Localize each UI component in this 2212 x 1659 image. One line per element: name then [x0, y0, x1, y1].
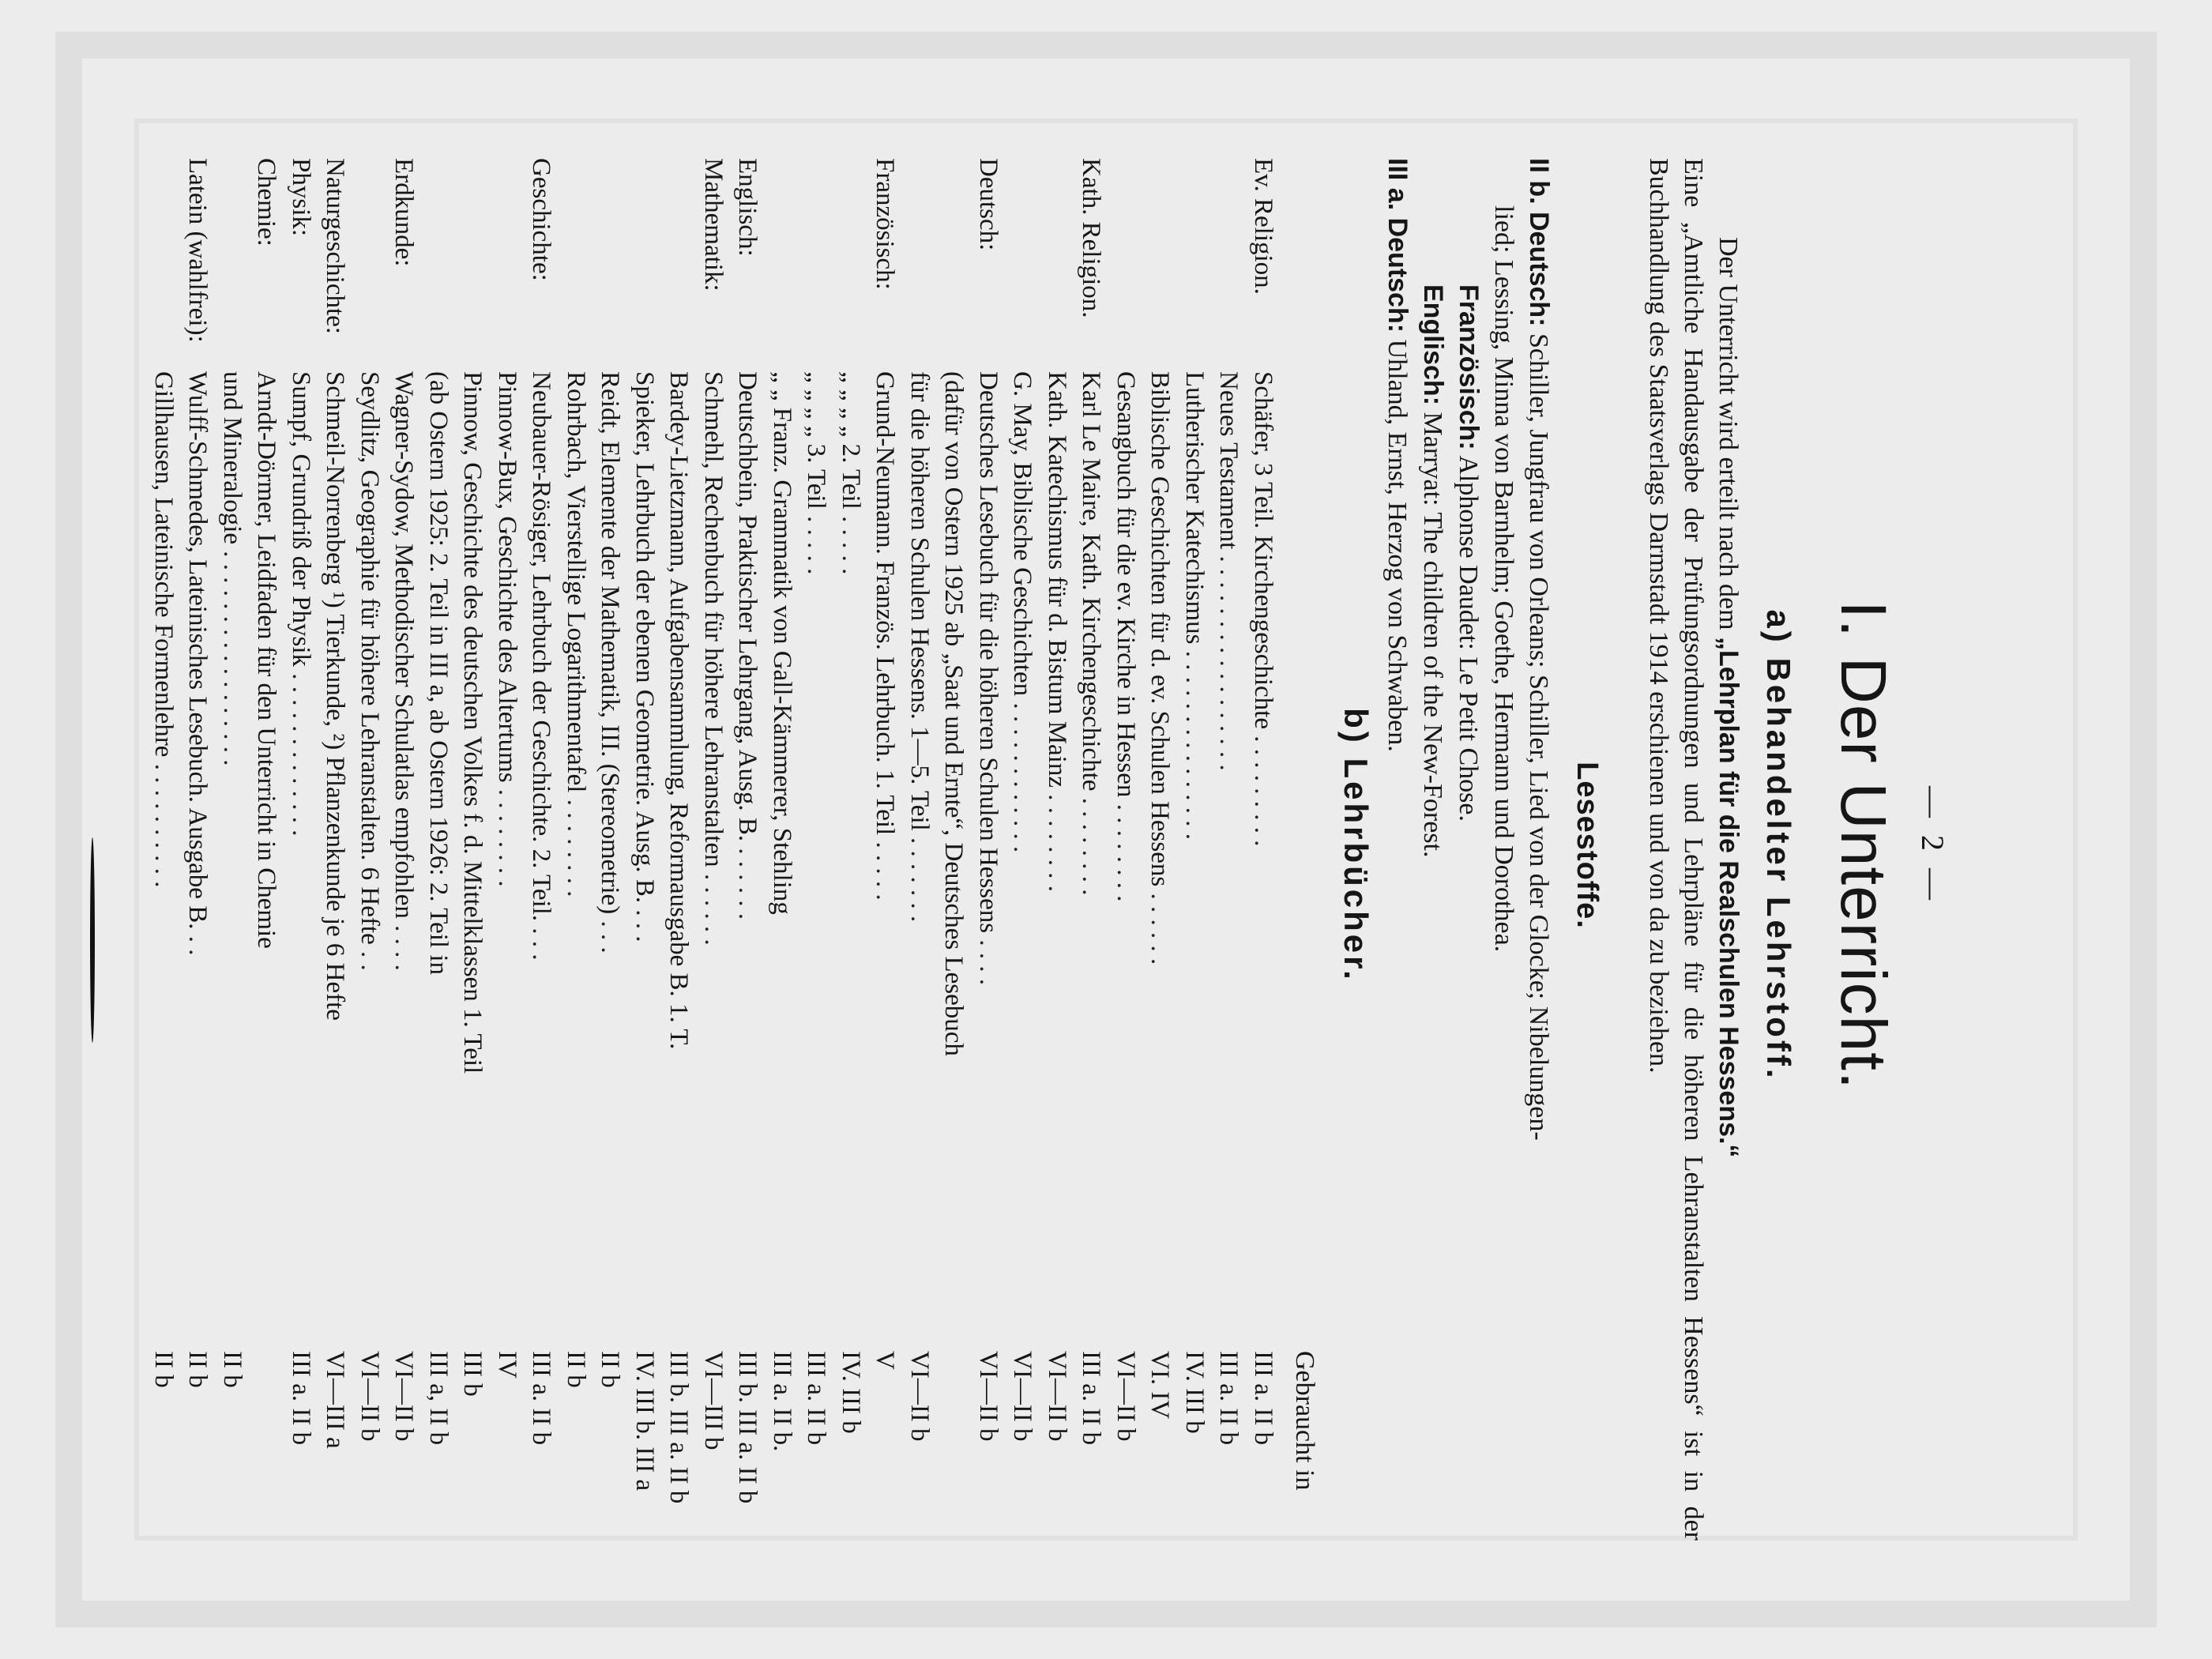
textbook-title: G. May, Biblische Geschichten: [1008, 371, 1037, 697]
textbook-row: [421, 158, 456, 1548]
textbook-row: [180, 158, 215, 1548]
leader-dots: . . . . . . . . . . . . . . .: [1180, 644, 1209, 840]
intro-rest: Eine „Amtliche Handausgabe der Prüfungsordnungen und Lehrpläne für die höheren Lehranstalten Hessens“ ist in der Buchhandlung des Staatsverlags Darmstadt 1914 erschienen und von da zu beziehen.: [1644, 158, 1708, 1540]
textbook-title: Wulff-Schmedes, Lateinisches Lesebuch. Ausgabe B.: [183, 371, 213, 930]
textbook-classes: III b. III a. II b: [664, 1351, 694, 1504]
textbook-row: [592, 158, 627, 1548]
decorative-rule: [90, 837, 95, 1043]
textbook-title: Spieker, Lehrbuch der ebenen Geometrie. Ausg. B.: [630, 371, 659, 904]
textbook-title: Schmeil-Norrenberg ¹) Tierkunde, ²) Pflanzenkunde je 6 Hefte: [321, 371, 350, 1021]
leader-dots: . . . . . . . . . . . . .: [287, 667, 315, 837]
textbook-row: [1040, 158, 1074, 1548]
leader-dots: . . . . . . . .: [493, 782, 521, 887]
textbook-title: Rohrbach, Vierstellige Logarithmentafel: [562, 371, 590, 793]
lesestoffe-text: lied; Lessing, Minna von Barnhelm; Goethe, Hermann und Dorothea.: [1489, 205, 1518, 953]
leader-dots: . . . . . . . .: [1077, 791, 1106, 896]
textbook-classes: VI—II b: [389, 1351, 419, 1442]
textbook-classes: III b: [458, 1351, 487, 1397]
textbook-title: Reidt, Elemente der Mathematik, III. (Stereometrie): [596, 371, 625, 915]
textbook-subject: [352, 158, 387, 371]
lesestoffe-row: [1379, 158, 1415, 1540]
leader-dots: . . .: [527, 921, 556, 961]
textbook-subject: Deutsch:: [974, 158, 1003, 251]
textbook-row: [559, 158, 593, 1548]
textbook-title: Deutsches Lesebuch für die höheren Schulen Hessens: [974, 371, 1003, 934]
textbook-row: [833, 158, 868, 1548]
page-title: I. Der Unterricht.: [1827, 600, 1899, 1090]
textbook-title-cell: [386, 371, 421, 1351]
lesestoffe-prefix: Französisch:: [1454, 284, 1484, 450]
textbook-subject: [661, 158, 696, 371]
lesestoffe-list: [1379, 158, 1556, 1540]
textbook-title: Gesangbuch für die ev. Kirche in Hessen: [1112, 371, 1140, 798]
leader-dots: . . . .: [974, 933, 1003, 986]
textbook-subject: [1108, 158, 1143, 371]
textbook-title-cell: [730, 371, 765, 1351]
textbook-classes: [249, 1351, 284, 1548]
textbook-title: Lutherischer Katechismus: [1180, 371, 1209, 645]
lesestoffe-heading: Lesestoffe.: [1571, 762, 1604, 929]
textbook-subject: [490, 158, 525, 371]
textbook-title-cell: [180, 371, 215, 1351]
textbook-subject: Mathematik:: [699, 158, 728, 292]
textbook-subject: Englisch:: [733, 158, 762, 257]
intro-paragraph: [1641, 158, 1746, 1540]
textbook-row: [352, 158, 387, 1548]
used-in-column-header: Gebraucht in: [1290, 1351, 1319, 1491]
intro-lead: [1710, 158, 1746, 1540]
section-a-heading: a) Behandelter Lehrstoff.: [1760, 609, 1797, 1082]
lesestoffe-prefix: Englisch:: [1418, 284, 1448, 406]
textbook-classes: III a. II b: [1214, 1351, 1243, 1446]
lesestoffe-text: Marryat: The children of the New-Forest.: [1418, 412, 1447, 858]
textbook-title: Neubauer-Rösiger, Lehrbuch der Geschichte. 2. Teil.: [527, 371, 556, 922]
textbook-subject: Erdkunde:: [389, 158, 419, 267]
textbook-title-cell: [1040, 371, 1074, 1351]
textbook-subject: [559, 158, 593, 371]
textbook-row: [1005, 158, 1040, 1548]
textbook-classes: VI—II b: [905, 1351, 934, 1442]
textbook-title-cell: [1211, 371, 1246, 1351]
textbook-title-cell: [421, 371, 456, 1351]
textbook-title-cell: [1108, 371, 1143, 1351]
textbook-row: [490, 158, 525, 1548]
lesestoffe-prefix: II b. Deutsch:: [1524, 158, 1554, 327]
lesestoffe-prefix: III a. Deutsch:: [1382, 158, 1413, 333]
textbook-subject: [902, 158, 937, 371]
textbook-title: Neues Testament: [1214, 371, 1243, 550]
textbook-title: „ „ „ „ 2. Teil: [837, 371, 865, 510]
textbook-title-cell: [215, 371, 250, 1351]
textbook-subject: [833, 158, 868, 371]
textbook-row: [249, 158, 284, 1548]
textbook-title: (dafür von Ostern 1925 ab „Saat und Ernte“, Deutsches Lesebuch: [939, 371, 969, 1056]
textbook-classes: III a. II b.: [768, 1351, 796, 1452]
leader-dots: . . . . .: [871, 835, 900, 901]
textbook-classes: III a. II b: [287, 1351, 315, 1446]
textbook-subject: Naturgeschichte:: [321, 158, 350, 334]
textbook-classes: IV. III b: [1180, 1351, 1209, 1434]
textbook-subject: [936, 158, 971, 371]
textbook-subject: Geschichte:: [527, 158, 556, 281]
textbook-title-cell: [592, 371, 627, 1351]
textbook-classes: II b: [149, 1351, 178, 1388]
textbook-title-cell: [284, 371, 318, 1351]
textbook-subject: Physik:: [287, 158, 315, 237]
textbook-title-cell: [318, 371, 352, 1351]
textbook-title: Schäfer, 3 Teil. Kirchengeschichte: [1249, 371, 1277, 729]
textbook-subject: Französisch:: [871, 158, 900, 290]
leader-dots: . .: [183, 929, 213, 956]
intro-lead-text: Der Unterricht wird erteilt nach dem: [1714, 237, 1743, 638]
textbook-row: [971, 158, 1006, 1548]
leader-dots: . . . . . . . .: [1043, 788, 1071, 893]
textbook-row: [1142, 158, 1177, 1548]
textbook-classes: VI—II b: [1043, 1351, 1071, 1442]
textbook-title: Seydlitz, Geographie für höhere Lehranstalten. 6 Hefte: [356, 371, 384, 945]
textbook-title-cell: [765, 371, 799, 1351]
textbook-row: [1074, 158, 1108, 1548]
lesestoffe-text: Uhland, Ernst, Herzog von Schwaben.: [1382, 339, 1412, 752]
textbook-title-cell: [971, 371, 1006, 1351]
leader-dots: . . . . .: [802, 509, 831, 575]
textbook-row: [284, 158, 318, 1548]
textbook-subject: Kath. Religion.: [1077, 158, 1106, 318]
textbook-classes: VI—II b: [356, 1351, 384, 1442]
textbook-title: Bardey-Lietzmann, Aufgabensammlung, Reformausgabe B. 1. T.: [664, 371, 694, 1050]
textbook-classes: VI—III a: [321, 1351, 350, 1449]
textbook-title: Grund-Neumann. Französ. Lehrbuch. 1. Teil: [871, 371, 900, 836]
textbook-title: Karl Le Maire, Kath. Kirchengeschichte: [1077, 371, 1106, 792]
textbook-title-cell: [524, 371, 559, 1351]
textbook-title: Pinnow, Geschichte des deutschen Volkes f. d. Mittelklassen 1. Teil: [458, 371, 487, 1074]
textbook-title: Deutschbein, Praktischer Lehrgang, Ausg. B.: [733, 371, 762, 842]
textbook-subject: [215, 158, 250, 371]
textbook-title: Kath. Katechismus für d. Bistum Mainz: [1043, 371, 1071, 788]
textbook-title-cell: [490, 371, 525, 1351]
textbook-row: [799, 158, 833, 1548]
textbook-row: [661, 158, 696, 1548]
textbook-title-cell: [833, 371, 868, 1351]
textbook-classes: IV: [493, 1351, 521, 1379]
textbook-classes: VI—II b: [1112, 1351, 1140, 1442]
leader-dots: . .: [356, 944, 384, 971]
textbook-title-cell: [352, 371, 387, 1351]
textbook-classes: IV. III b. III a: [630, 1351, 659, 1492]
lesestoffe-row: [1450, 158, 1486, 1540]
textbook-classes: II b: [562, 1351, 590, 1388]
textbook-row: [936, 158, 971, 1548]
textbook-subject: [1177, 158, 1212, 371]
page-content: [40, 142, 1975, 1548]
textbook-classes: III a. II b: [1077, 1351, 1106, 1446]
textbook-title: Pinnow-Bux, Geschichte des Altertums: [493, 371, 521, 783]
textbook-title-cell: [696, 371, 731, 1351]
textbook-title: Arndt-Dörmer, Leidfaden für den Unterricht in Chemie: [252, 371, 281, 949]
textbook-title-cell: [455, 371, 490, 1351]
textbook-subject: [146, 158, 181, 371]
textbook-title-cell: [936, 371, 971, 1351]
textbook-title-cell: [1246, 371, 1281, 1351]
textbook-list: [146, 158, 1281, 1548]
textbook-title: Biblische Geschichten für d. ev. Schulen Hessens: [1146, 371, 1175, 887]
leader-dots: . . . . . .: [699, 867, 728, 946]
textbook-classes: VI—II b: [1008, 1351, 1037, 1442]
section-b-heading: b) Lehrbücher.: [1337, 708, 1375, 983]
textbook-classes: VI. IV: [1146, 1351, 1175, 1420]
textbook-classes: III b. III a. II b: [733, 1351, 762, 1504]
textbook-subject: [799, 158, 833, 371]
textbook-subject: Latein (wahlfrei):: [183, 158, 213, 343]
leader-dots: . . . . . . . .: [1112, 797, 1140, 902]
textbook-subject: Ev. Religion.: [1249, 158, 1277, 295]
leader-dots: . . . . . . . . . . . .: [1008, 696, 1037, 853]
textbook-title-cell: [661, 371, 696, 1351]
textbook-title: Sumpf, Grundriß der Physik: [287, 371, 315, 667]
textbook-title-cell: [799, 371, 833, 1351]
textbook-row: [1177, 158, 1212, 1548]
leader-dots: . . . . . .: [1146, 886, 1175, 965]
textbook-row: [455, 158, 490, 1548]
textbook-title: Schmehl, Rechenbuch für höhere Lehranstalten: [699, 371, 728, 867]
textbook-title-cell: [1142, 371, 1177, 1351]
textbook-subject: [1211, 158, 1246, 371]
textbook-classes: II b: [218, 1351, 246, 1388]
textbook-subject: [455, 158, 490, 371]
leader-dots: . . . . . . . .: [562, 792, 590, 897]
textbook-subject: Chemie:: [252, 158, 281, 246]
textbook-row: [902, 158, 937, 1548]
textbook-title-cell: [627, 371, 662, 1351]
textbook-title-cell: [249, 371, 284, 1351]
leader-dots: . . . . .: [837, 509, 865, 575]
textbook-classes: V: [871, 1351, 900, 1370]
textbook-subject: [1040, 158, 1074, 371]
textbook-row: [696, 158, 731, 1548]
textbook-title-cell: [1074, 371, 1108, 1351]
textbook-row: [1246, 158, 1281, 1548]
textbook-classes: VI—II b: [974, 1351, 1003, 1442]
textbook-title-cell: [559, 371, 593, 1351]
textbook-classes: VI—III b: [699, 1351, 728, 1450]
lesestoffe-row: [1415, 158, 1450, 1540]
leader-dots: . . . . . . .: [905, 830, 934, 923]
leader-dots: . . . . . . . . . . . . . . . . .: [218, 544, 246, 766]
leader-dots: . . . . . . . . . .: [149, 757, 178, 888]
lesestoffe-text: Alphonse Daudet: Le Petit Chose.: [1454, 455, 1483, 822]
textbook-row: [524, 158, 559, 1548]
textbook-subject: [627, 158, 662, 371]
leader-dots: . . .: [596, 914, 625, 954]
textbook-subject: [765, 158, 799, 371]
leader-dots: . . . . . . . . .: [1249, 729, 1277, 847]
textbook-title-cell: [146, 371, 181, 1351]
textbook-subject: [1142, 158, 1177, 371]
textbook-subject: [1005, 158, 1040, 371]
textbook-row: [1108, 158, 1143, 1548]
textbook-title-cell: [1005, 371, 1040, 1351]
leader-dots: . . .: [630, 903, 659, 942]
textbook-title-cell: [1177, 371, 1212, 1351]
leader-dots: . . . .: [389, 918, 419, 971]
lesestoffe-text: Schiller, Jungfrau von Orleans; Schiller, Lied von der Glocke; Nibelungen-: [1524, 333, 1553, 1141]
textbook-classes: III a. II b: [1249, 1351, 1277, 1446]
textbook-classes: IV. III b: [837, 1351, 865, 1434]
textbook-row: [627, 158, 662, 1548]
lesestoffe-row: [1486, 158, 1521, 1540]
page-number: — 2 —: [1915, 786, 1951, 905]
textbook-classes: III a, II b: [424, 1351, 453, 1446]
leader-dots: . . . . . .: [733, 841, 762, 920]
leader-dots: . . . . . . . . . . . . . . . . .: [1214, 549, 1243, 771]
textbook-classes: III a. II b: [527, 1351, 556, 1446]
textbook-row: [318, 158, 352, 1548]
textbook-row: [386, 158, 421, 1548]
textbook-row: [146, 158, 181, 1548]
textbook-title-cell: [902, 371, 937, 1351]
textbook-subject: [592, 158, 627, 371]
lesestoffe-row: [1521, 158, 1556, 1540]
textbook-title: Gillhausen, Lateinische Formenlehre: [149, 371, 178, 758]
textbook-classes: [936, 1351, 971, 1548]
textbook-title: für die höheren Schulen Hessens. 1—5. Teil: [905, 371, 934, 831]
textbook-row: [765, 158, 799, 1548]
textbook-classes: II b: [596, 1351, 625, 1388]
textbook-classes: II b: [183, 1351, 213, 1388]
textbook-row: [215, 158, 250, 1548]
textbook-row: [867, 158, 902, 1548]
textbook-title: „ „ Franz. Grammatik von Gall-Kämmerer, Stehling: [768, 371, 796, 915]
textbook-row: [1211, 158, 1246, 1548]
textbook-title: „ „ „ „ 3. Teil: [802, 371, 831, 510]
textbook-subject: [421, 158, 456, 371]
textbook-title: Wagner-Sydow, Methodischer Schulatlas empfohlen: [389, 371, 419, 919]
intro-lead-bold: „Lehrplan für die Realschulen Hessens.“: [1714, 637, 1744, 1158]
textbook-title: (ab Ostern 1925: 2. Teil in III a, ab Ostern 1926: 2. Teil in: [424, 371, 453, 976]
textbook-title: und Mineralogie: [218, 371, 246, 545]
textbook-classes: III a. II b: [802, 1351, 831, 1446]
textbook-row: [730, 158, 765, 1548]
textbook-title-cell: [867, 371, 902, 1351]
